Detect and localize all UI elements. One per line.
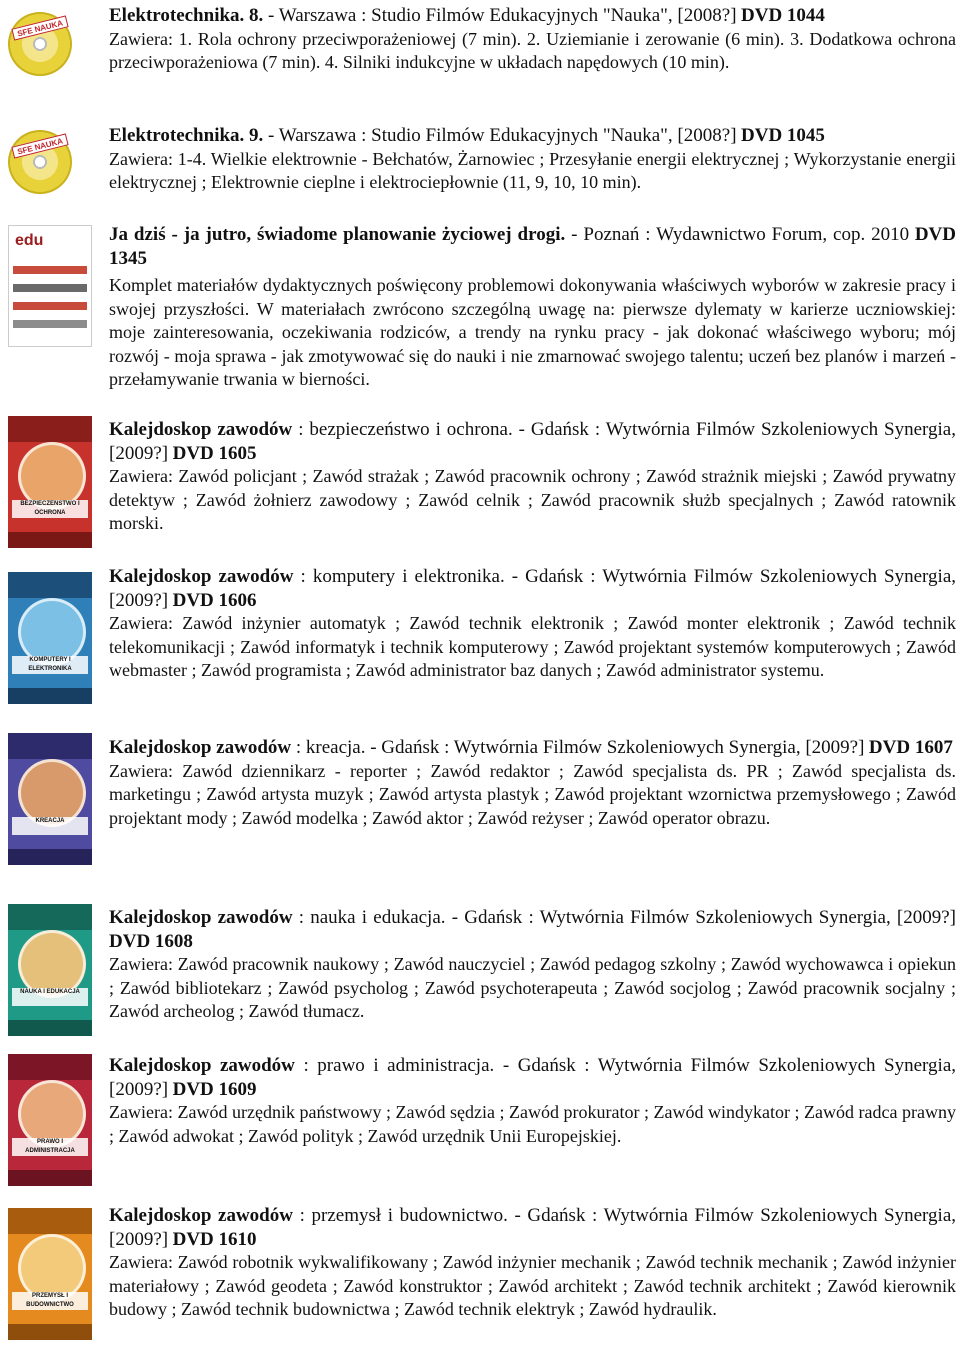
entry-title: Kalejdoskop zawodów bbox=[109, 1205, 293, 1226]
entry-publisher: : kreacja. - Gdańsk : Wytwórnia Filmów Szkoleniowych Synergia, [2009?] bbox=[291, 737, 865, 758]
entry-contents-block bbox=[8, 274, 956, 392]
entry-text bbox=[109, 124, 956, 195]
entry-publisher: : nauka i edukacja. - Gdańsk : Wytwórnia Filmów Szkoleniowych Synergia, [2009?] bbox=[292, 907, 957, 928]
entry-contents: Zawiera: Zawód policjant ; Zawód strażak ; Zawód pracownik ochrony ; Zawód strażnik miejski ; Zawód prywatny detektyw ; Zawód żołnierz zawodowy ; Zawód celnik ; Zawód pracownik służb specjalnych ; Zawód ratownik morski. bbox=[109, 466, 956, 533]
cd-cover-image: SFE NAUKA bbox=[8, 130, 72, 194]
entry-dvd-number: DVD 1610 bbox=[172, 1228, 257, 1250]
entry-text bbox=[109, 223, 956, 270]
entry-text bbox=[109, 1204, 956, 1322]
entry-text bbox=[109, 906, 956, 1024]
entry-dvd-number: DVD 1345 bbox=[109, 224, 956, 269]
book-cover-image: edu bbox=[8, 225, 92, 347]
entry-dvd-number: DVD 1609 bbox=[172, 1078, 257, 1100]
book-cover-image: BEZPIECZEŃSTWO I OCHRONA bbox=[8, 416, 92, 548]
entry-title: Elektrotechnika. 8. bbox=[109, 5, 264, 26]
entry-publisher: : bezpieczeństwo i ochrona. - Gdańsk : Wytwórnia Filmów Szkoleniowych Synergia, [2009?] bbox=[109, 419, 956, 464]
entry-title: Kalejdoskop zawodów bbox=[109, 907, 293, 928]
entry-title: Elektrotechnika. 9. bbox=[109, 125, 264, 146]
entry-publisher: - Poznań : Wydawnictwo Forum, cop. 2010 bbox=[565, 224, 910, 245]
entry-contents: Zawiera: Zawód dziennikarz - reporter ; Zawód redaktor ; Zawód specjalista ds. PR ; Zawód specjalista ds. marketingu ; Zawód artysta muzyk ; Zawód artysta plastyk ; Zawód projektant wzornictwa przemysłowego ; Zawód projektant mody ; Zawód modelka ; Zawód aktor ; Zawód reżyser ; Zawód operator obrazu. bbox=[109, 760, 956, 828]
entry-text bbox=[109, 1054, 956, 1148]
entry-publisher: : komputery i elektronika. - Gdańsk : Wytwórnia Filmów Szkoleniowych Synergia, [2009?] bbox=[109, 566, 956, 611]
entry-title: Kalejdoskop zawodów bbox=[109, 419, 293, 440]
book-cover-image: KOMPUTERY I ELEKTRONIKA bbox=[8, 572, 92, 704]
book-cover-image: NAUKA I EDUKACJA bbox=[8, 904, 92, 1036]
entry-dvd-number: DVD 1045 bbox=[741, 125, 825, 146]
entry-publisher: : prawo i administracja. - Gdańsk : Wytwórnia Filmów Szkoleniowych Synergia, [2009?] bbox=[109, 1055, 957, 1100]
entry-dvd-number: DVD 1044 bbox=[741, 5, 825, 26]
entry-contents: Komplet materiałów dydaktycznych poświęcony problemowi dokonywania właściwych wyborów w zakresie pracy i swojej przyszłości. W materiałach zwrócono szczególną uwagę na: pierwsze dylematy w karierze uczniowskiej: moje zainteresowania, oczekiwania rodziców, a trendy na rynku pracy - jak dokonać właściwego wyboru; mój rozwój - moja sprawa - jak zmotywować się do nauki i nie zmarnować swojego talentu; uczeń bez planów i marzeń - przełamywanie trwania w bierności. bbox=[109, 275, 956, 389]
entry-contents: Zawiera: Zawód urzędnik państwowy ; Zawód sędzia ; Zawód prokurator ; Zawód windykator ; Zawód radca prawny ; Zawód adwokat ; Zawód polityk ; Zawód urzędnik Unii Europejskiej. bbox=[109, 1102, 956, 1146]
entry-contents: Zawiera: Zawód pracownik naukowy ; Zawód nauczyciel ; Zawód pedagog szkolny ; Zawód wychowawca i opiekun ; Zawód bibliotekarz ; Zawód psycholog ; Zawód psychoterapeuta ; Zawód socjolog ; Zawód pracownik socjalny ; Zawód archeolog ; Zawód tłumacz. bbox=[109, 954, 956, 1021]
entry-contents: Zawiera: Zawód inżynier automatyk ; Zawód technik elektronik ; Zawód monter elektronik ; Zawód technik telekomunikacji ; Zawód informatyk i technik komputerowy ; Zawód projektant systemów komputerowych ; Zawód webmaster ; Zawód programista ; Zawód administrator baz danych ; Zawód administrator systemu. bbox=[109, 613, 956, 680]
entry-title: Kalejdoskop zawodów bbox=[109, 1055, 295, 1076]
entry-contents: Zawiera: 1-4. Wielkie elektrownie - Bełchatów, Żarnowiec ; Przesyłanie energii elektrycznej ; Wykorzystanie energii elektrycznej ; Elektrownie cieplne i elektrociepłownie (11, 9, 10, 10 min). bbox=[109, 148, 956, 192]
book-cover-image: PRAWO I ADMINISTRACJA bbox=[8, 1054, 92, 1186]
entry-publisher: - Warszawa : Studio Filmów Edukacyjnych "Nauka", [2008?] bbox=[263, 5, 737, 26]
entry-text bbox=[109, 736, 956, 830]
entry-dvd-number: DVD 1606 bbox=[172, 589, 257, 611]
entry-publisher: : przemysł i budownictwo. - Gdańsk : Wytwórnia Filmów Szkoleniowych Synergia, [2009?] bbox=[109, 1205, 957, 1250]
entry-title: Kalejdoskop zawodów bbox=[109, 566, 294, 587]
entry-contents: Zawiera: 1. Rola ochrony przeciwporażeniowej (7 min). 2. Uziemianie i zerowanie (6 min). 3. Dodatkowa ochrona przeciwporażeniowa (7 min). 4. Silniki indukcyjne w układach napędowych (10 min). bbox=[109, 28, 956, 72]
entry-text bbox=[109, 418, 956, 536]
entry-dvd-number: DVD 1605 bbox=[172, 442, 257, 464]
entry-dvd-number: DVD 1608 bbox=[109, 930, 193, 952]
entry-text bbox=[109, 4, 956, 75]
book-cover-image: KREACJA bbox=[8, 733, 92, 865]
entry-publisher: - Warszawa : Studio Filmów Edukacyjnych "Nauka", [2008?] bbox=[263, 125, 737, 146]
cd-cover-image: SFE NAUKA bbox=[8, 12, 72, 76]
book-cover-image: PRZEMYSŁ I BUDOWNICTWO bbox=[8, 1208, 92, 1340]
entry-title: Ja dziś - ja jutro, świadome planowanie życiowej drogi. bbox=[109, 224, 566, 245]
entry-dvd-number: DVD 1607 bbox=[868, 737, 953, 758]
entry-title: Kalejdoskop zawodów bbox=[109, 737, 292, 758]
entry-contents: Zawiera: Zawód robotnik wykwalifikowany ; Zawód inżynier mechanik ; Zawód technik mechanik ; Zawód inżynier materiałowy ; Zawód geodeta ; Zawód konstruktor ; Zawód architekt ; Zawód technik architekt ; Zawód kierownik budowy ; Zawód technik budownictwa ; Zawód technik elektryk ; Zawód hydraulik. bbox=[109, 1252, 956, 1319]
entry-text bbox=[109, 565, 956, 683]
